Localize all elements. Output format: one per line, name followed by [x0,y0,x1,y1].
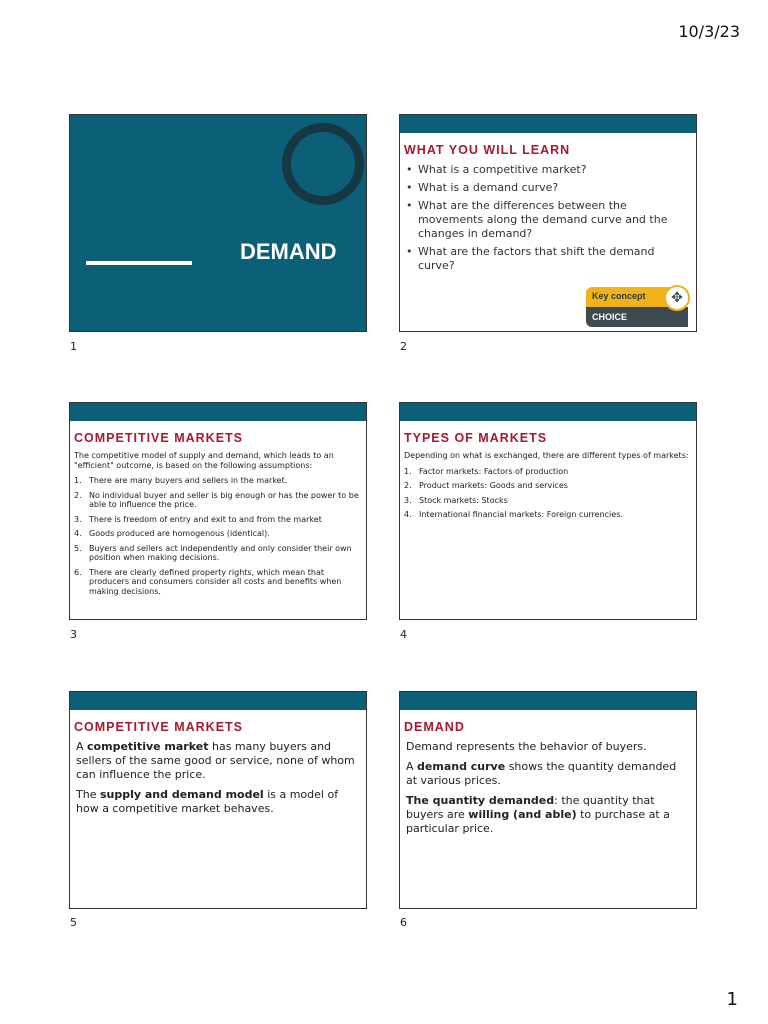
key-concept-badge [586,287,690,327]
badge-bottom-label: CHOICE [592,312,628,322]
slide-paragraph: The supply and demand model is a model of how a competitive market behaves. [76,788,339,815]
list-item: 1. There are many buyers and sellers in the market. [74,476,288,485]
slide-number: 3 [70,628,77,641]
numbered-list [400,467,696,520]
slide-title: DEMAND [240,239,337,264]
slide-4 [399,402,697,620]
list-item: 4. Goods produced are homogenous (identical). [74,529,270,538]
slide-intro: The competitive model of supply and demand, which leads to an "efficient" outcome, is based on the following assumptions: [74,451,334,470]
slide-title: TYPES OF MARKETS [404,431,548,445]
slide-paragraph: A competitive market has many buyers and sellers of the same good or service, none of whom can influence the price. [76,740,355,781]
handout-date: 10/3/23 [678,22,740,41]
slide-3 [69,402,367,620]
slide-title: COMPETITIVE MARKETS [74,431,244,445]
ring-decoration [282,123,364,205]
bullet-list [400,163,696,273]
page-number: 1 [726,989,738,1010]
slide-header-bar [400,692,696,710]
slide-paragraph: The quantity demanded: the quantity that buyers are willing (and able) to purchase at a particular price. [406,794,670,835]
slide-header-bar [70,403,366,421]
slide-number: 6 [400,916,407,929]
slide-title: COMPETITIVE MARKETS [74,720,244,734]
list-item: 2. No individual buyer and seller is big enough or has the power to be able to influence the price. [74,490,359,509]
title-underline [86,261,192,265]
slide-header-bar [400,115,696,133]
slide-title: DEMAND [404,720,465,734]
list-item: 5. Buyers and sellers act independently and only consider their own position when making decisions. [74,543,352,562]
list-item: • What are the differences between the movements along the demand curve and the changes in demand? [418,199,690,241]
list-item: 4. International financial markets: Foreign currencies. [404,510,623,519]
slide-1 [69,114,367,332]
slide-title: WHAT YOU WILL LEARN [404,143,571,157]
crossroads-icon: ✥ [664,285,690,311]
slide-paragraph: A demand curve shows the quantity demanded at various prices. [406,760,677,787]
slide-header-bar [70,692,366,710]
slide-2 [399,114,697,332]
list-item: 6. There are clearly defined property rights, which mean that producers and consumers consider all costs and benefits when making decisions. [74,567,342,596]
list-item: • What are the factors that shift the demand curve? [418,245,690,273]
list-item: 3. There is freedom of entry and exit to and from the market [74,514,322,524]
slide-header-bar [400,403,696,421]
slide-paragraph: Demand represents the behavior of buyers. [406,740,647,753]
list-item: • What is a demand curve? [418,181,690,195]
list-item: 3. Stock markets: Stocks [404,495,508,505]
slide-intro: Depending on what is exchanged, there are different types of markets: [404,451,689,460]
slide-number: 4 [400,628,407,641]
slide-number: 2 [400,340,407,353]
slide-6 [399,691,697,909]
slide-5 [69,691,367,909]
list-item: 1. Factor markets: Factors of production [404,466,569,476]
badge-top-label: Key concept [592,291,646,301]
list-item: • What is a competitive market? [418,163,690,177]
list-item: 2. Product markets: Goods and services [404,481,568,490]
numbered-list [70,476,366,596]
slide-number: 1 [70,340,77,353]
slide-number: 5 [70,916,77,929]
